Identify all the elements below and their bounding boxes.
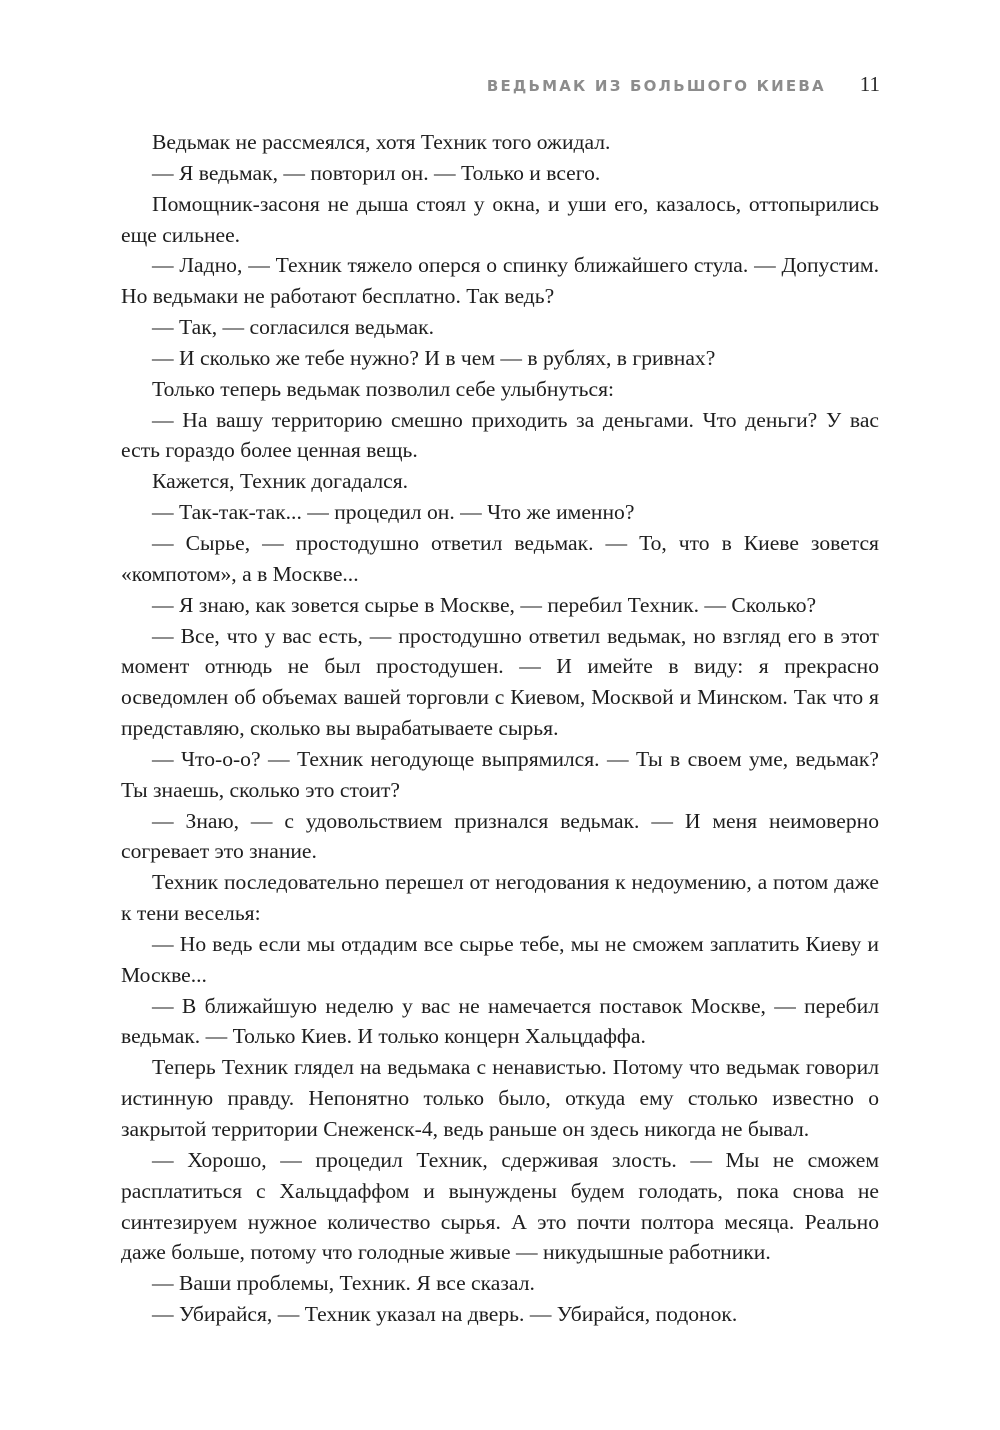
page-number: 11 (859, 72, 880, 96)
paragraph: Только теперь ведьмак позволил себе улыбнуться: (152, 376, 615, 401)
paragraph: — Я знаю, как зовется сырье в Москве, — перебил Техник. — Сколько? (152, 592, 817, 617)
paragraph: — Сырье, — простодушно ответил ведьмак. — То, что в Киеве зовется «компотом», а в Москве... (121, 530, 879, 586)
paragraph: — Ваши проблемы, Техник. Я все сказал. (152, 1271, 535, 1296)
paragraph: Техник последовательно перешел от негодования к недоумению, а потом даже к тени веселья: (121, 870, 879, 926)
running-header (120, 72, 880, 96)
paragraph: Помощник-засоня не дыша стоял у окна, и уши его, казалось, оттопырились еще сильнее. (121, 191, 879, 247)
paragraph: — Но ведь если мы отдадим все сырье тебе, мы не сможем заплатить Киеву и Москве... (121, 931, 879, 987)
paragraph: — Все, что у вас есть, — простодушно ответил ведьмак, но взгляд его в этот момент отнюдь не был простодушен. — И имейте в виду: я прекрасно осведомлен об объемах вашей торговли с Киевом, Москвой и Минском. Так что я представляю, сколько вы вырабатываете сырья. (121, 623, 879, 741)
paragraph: — Хорошо, — процедил Техник, сдерживая злость. — Мы не сможем расплатиться с Хальцдаффом и вынуждены будем голодать, пока снова не синтезируем нужное количество сырья. А это почти полтора месяца. Реально даже больше, потому что голодные живые — никудышные работники. (121, 1147, 879, 1265)
paragraph: — Ладно, — Техник тяжело оперся о спинку ближайшего стула. — Допустим. Но ведьмаки не работают бесплатно. Так ведь? (121, 253, 879, 309)
paragraph: — Так-так-так... — процедил он. — Что же именно? (152, 500, 635, 525)
paragraph: Ведьмак не рассмеялся, хотя Техник того ожидал. (152, 130, 611, 154)
body-text (121, 127, 879, 1330)
paragraph: Кажется, Техник догадался. (152, 469, 409, 494)
paragraph: — Так, — согласился ведьмак. (152, 315, 435, 340)
paragraph: — Что-о-о? — Техник негодующе выпрямился. — Ты в своем уме, ведьмак? Ты знаешь, сколько это стоит? (121, 746, 879, 802)
paragraph: — И сколько же тебе нужно? И в чем — в рублях, в гривнах? (152, 345, 716, 370)
paragraph: — Убирайся, — Техник указал на дверь. — Убирайся, подонок. (152, 1302, 738, 1327)
header-title: ВЕДЬМАК ИЗ БОЛЬШОГО КИЕВА (486, 77, 826, 95)
paragraph: — Я ведьмак, — повторил он. — Только и всего. (152, 160, 601, 185)
paragraph: — В ближайшую неделю у вас не намечается поставок Москве, — перебил ведьмак. — Только Киев. И только концерн Хальцдаффа. (121, 993, 879, 1049)
paragraph: Теперь Техник глядел на ведьмака с ненавистью. Потому что ведьмак говорил истинную правду. Непонятно только было, откуда ему столько известно о закрытой территории Снеженск-4, ведь раньше он здесь никогда не бывал. (121, 1055, 879, 1141)
paragraph: — На вашу территорию смешно приходить за деньгами. Что деньги? У вас есть гораздо более ценная вещь. (121, 407, 879, 463)
paragraph: — Знаю, — с удовольствием признался ведьмак. — И меня неимоверно согревает это знание. (121, 808, 879, 864)
